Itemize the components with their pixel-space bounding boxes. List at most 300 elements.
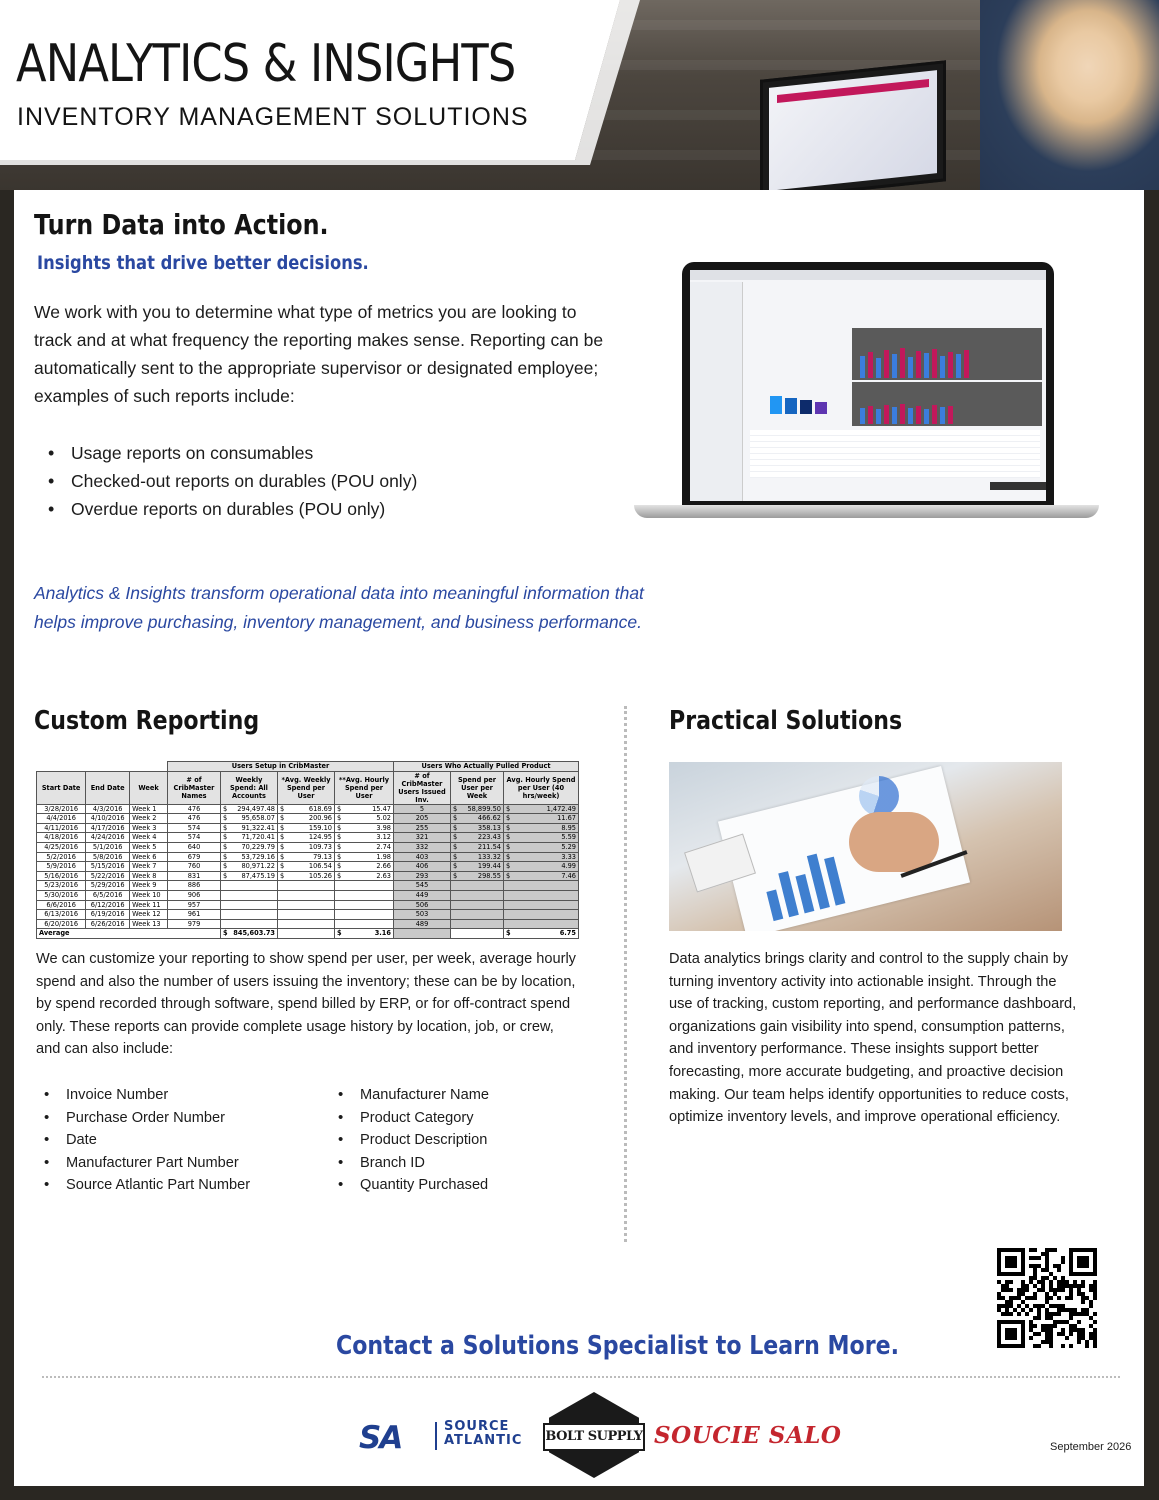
laptop-dashboard-image [634,262,1099,527]
currency-sign: $ [506,823,511,832]
column-header: Weekly Spend: All Accounts [221,771,278,804]
qr-module [1037,1256,1041,1260]
cell-value: 79.13 [313,852,332,861]
table-cell [335,910,394,920]
table-row [37,842,579,852]
qr-module [1061,1344,1065,1348]
table-cell: Week 2 [130,814,168,824]
cell-value: 11.67 [557,814,576,823]
table-cell [278,814,335,824]
table-cell: 5/9/2016 [37,862,86,872]
currency-sign: $ [337,862,342,871]
cell-value: 106.54 [308,862,332,871]
logo-separator [435,1422,437,1450]
qr-module [1037,1344,1041,1348]
table-cell: Week 9 [130,881,168,891]
contact-cta[interactable]: Contact a Solutions Specialist to Learn More. [336,1331,899,1361]
cell-value: 3.98 [376,823,391,832]
table-cell [335,852,394,862]
photo-hand [849,812,939,872]
table-cell: 831 [168,871,221,881]
qr-module [1025,1288,1029,1292]
table-cell: 489 [394,919,451,929]
table-cell [335,900,394,910]
table-cell [335,871,394,881]
cell-value: 2.66 [376,862,391,871]
table-cell [335,842,394,852]
cell-value: 211.54 [477,842,501,851]
qr-code[interactable] [997,1248,1098,1349]
currency-sign: $ [453,823,458,832]
table-cell [278,929,335,939]
currency-sign: $ [223,842,228,851]
table-row [37,862,579,872]
qr-module [1077,1340,1081,1344]
table-cell [504,823,579,833]
table-cell: 957 [168,900,221,910]
average-label: Average [37,929,221,939]
table-cell [504,890,579,900]
table-cell: Week 12 [130,910,168,920]
table-cell [278,919,335,929]
table-cell [278,871,335,881]
table-cell: 403 [394,852,451,862]
currency-sign: $ [280,871,285,880]
qr-module [1081,1300,1085,1304]
laptop-lid [682,262,1054,505]
list-item: • Date [36,1129,250,1152]
currency-sign: $ [337,871,342,880]
qr-module [1069,1296,1073,1300]
table-cell [451,823,504,833]
cell-value: 3.12 [376,833,391,842]
currency-sign: $ [337,929,342,938]
table-cell [504,929,579,939]
table-cell [221,862,278,872]
cell-value: 105.26 [308,871,332,880]
table-cell: 406 [394,862,451,872]
column-header: End Date [86,771,130,804]
qr-module [1093,1312,1097,1316]
currency-sign: $ [506,814,511,823]
table-cell: 4/17/2016 [86,823,130,833]
table-cell [504,842,579,852]
table-cell [221,852,278,862]
currency-sign: $ [223,814,228,823]
custom-reporting-paragraph: We can customize your reporting to show spend per user, per week, average hourly spend and also the number of users issuing the inventory; these can be by location, by spend recorded through software, spend billed by ERP, or for off-contract spend only. These reports can provide complete usage history by location, job, or crew, and can also include: [36,951,576,1057]
photo-pie-chart [859,776,899,816]
currency-sign: $ [337,842,342,851]
section-heading-custom-reporting: Custom Reporting [34,706,260,736]
cell-value: 70,229.79 [241,842,275,851]
intro-paragraph: We work with you to determine what type of metrics you are looking to track and at what frequency the reporting makes sense. Reporting can be automatically sent to the appropriate supervisor or designated employee; examples of such reports include: [34,302,604,406]
report-fields-list-right [330,1084,489,1197]
table-cell: 205 [394,814,451,824]
analytics-quote: Analytics & Insights transform operational data into meaningful information that helps improve purchasing, inventory management, and business performance. [34,583,644,632]
qr-module [1037,1332,1041,1336]
source-atlantic-logo-text [444,1420,522,1448]
table-cell [504,881,579,891]
currency-sign: $ [280,862,285,871]
analytics-photo [669,762,1062,931]
currency-sign: $ [453,862,458,871]
table-cell: 5/2/2016 [37,852,86,862]
currency-sign: $ [453,814,458,823]
table-cell [278,900,335,910]
cell-value: 2.63 [376,871,391,880]
table-cell: 574 [168,833,221,843]
currency-sign: $ [506,862,511,871]
table-cell: Week 10 [130,890,168,900]
qr-module [1033,1248,1037,1252]
column-divider [624,706,627,1242]
table-cell [504,804,579,814]
cell-value: 5.02 [376,814,391,823]
table-cell [278,881,335,891]
column-header: # of CribMaster Users Issued Inv. [394,771,451,804]
table-cell [278,823,335,833]
qr-module [1093,1272,1097,1276]
table-cell [451,900,504,910]
cell-value: 124.95 [308,833,332,842]
table-cell [504,833,579,843]
table-cell [221,900,278,910]
currency-sign: $ [280,833,285,842]
report-types-list [36,439,417,523]
cell-value: 53,729.16 [241,852,275,861]
column-header: **Avg. Hourly Spend per User [335,771,394,804]
list-item: • Source Atlantic Part Number [36,1174,250,1197]
table-row [37,910,579,920]
table-cell: 6/26/2016 [86,919,130,929]
table-cell [278,862,335,872]
list-item: • Purchase Order Number [36,1107,250,1130]
cell-value: 58,899.50 [467,804,501,813]
table-cell: Week 1 [130,804,168,814]
table-cell [221,823,278,833]
table-cell: Week 8 [130,871,168,881]
cell-value: 5.29 [561,842,576,851]
qr-module [1077,1320,1081,1324]
table-cell: Week 4 [130,833,168,843]
table-cell: 5/23/2016 [37,881,86,891]
table-cell [451,919,504,929]
table-row [37,852,579,862]
qr-module [1057,1312,1061,1316]
currency-sign: $ [223,862,228,871]
table-cell [451,804,504,814]
qr-module [1009,1280,1013,1284]
table-cell [451,842,504,852]
qr-module [1057,1296,1061,1300]
table-cell: 5/8/2016 [86,852,130,862]
cell-value: 80,971.22 [241,862,275,871]
list-item: • Overdue reports on durables (POU only) [36,495,417,523]
footer-divider [42,1376,1120,1378]
table-row [37,823,579,833]
table-cell: 4/4/2016 [37,814,86,824]
table-cell [451,852,504,862]
average-hourly-actual: 6.75 [559,929,576,938]
qr-module [1053,1324,1057,1328]
hero-person-image [980,0,1159,190]
qr-module [1009,1288,1013,1292]
list-item: • Usage reports on consumables [36,439,417,467]
table-cell: 255 [394,823,451,833]
qr-module [1069,1316,1073,1320]
currency-sign: $ [337,823,342,832]
column-header: Spend per User per Week [451,771,504,804]
cell-value: 358.13 [477,823,501,832]
table-cell: Week 13 [130,919,168,929]
group-header: Users Who Actually Pulled Product [394,762,579,772]
currency-sign: $ [280,823,285,832]
table-cell: 6/12/2016 [86,900,130,910]
table-cell [335,929,394,939]
table-cell: 961 [168,910,221,920]
currency-sign: $ [337,852,342,861]
table-cell: 4/3/2016 [86,804,130,814]
table-cell: 449 [394,890,451,900]
cell-value: 1.98 [376,852,391,861]
table-cell: 5 [394,804,451,814]
section-heading-turn-data: Turn Data into Action. [34,208,329,241]
currency-sign: $ [506,929,511,938]
table-cell: 906 [168,890,221,900]
table-cell [221,929,278,939]
report-table-body [37,804,579,929]
cell-value: 8.95 [561,823,576,832]
currency-sign: $ [506,833,511,842]
source-atlantic-logo-mark: SA [359,1420,402,1456]
table-cell [221,910,278,920]
average-weekly-spend: 845,603.73 [233,929,275,938]
table-cell: 574 [168,823,221,833]
publication-date: September 2026 [1050,1441,1132,1453]
currency-sign: $ [223,852,228,861]
table-cell [335,890,394,900]
bolt-supply-logo [543,1392,645,1478]
column-header: Avg. Hourly Spend per User (40 hrs/week) [504,771,579,804]
currency-sign: $ [337,814,342,823]
table-cell [335,823,394,833]
qr-module [1013,1264,1017,1268]
currency-sign: $ [280,852,285,861]
report-fields-list-left [36,1084,250,1197]
cell-value: 95,658.07 [241,814,275,823]
table-cell [221,814,278,824]
currency-sign: $ [453,804,458,813]
qr-module [1033,1324,1037,1328]
table-cell: 6/6/2016 [37,900,86,910]
table-cell: 3/28/2016 [37,804,86,814]
table-cell: 5/29/2016 [86,881,130,891]
table-cell [335,804,394,814]
qr-module [1013,1336,1017,1340]
qr-module [1049,1296,1053,1300]
table-cell: 545 [394,881,451,891]
sa-name-line: SOURCE [444,1419,510,1434]
qr-module [1021,1344,1025,1348]
content-area [14,190,1144,1486]
qr-module [1085,1344,1089,1348]
cell-value: 2.74 [376,842,391,851]
qr-module [1093,1344,1097,1348]
table-cell: 5/1/2016 [86,842,130,852]
table-row [37,919,579,929]
table-cell: 5/30/2016 [37,890,86,900]
average-hourly: 3.16 [374,929,391,938]
table-cell [394,929,451,939]
qr-module [1069,1332,1073,1336]
qr-module [1037,1316,1041,1320]
currency-sign: $ [223,929,228,938]
table-cell [278,804,335,814]
currency-sign: $ [280,804,285,813]
cell-value: 7.46 [561,871,576,880]
table-cell: 293 [394,871,451,881]
qr-module [1089,1304,1093,1308]
hero-monitor-image [760,60,946,190]
table-cell [451,871,504,881]
cell-value: 1,472.49 [546,804,576,813]
table-cell [504,814,579,824]
currency-sign: $ [453,871,458,880]
qr-module [1049,1344,1053,1348]
table-row [37,900,579,910]
table-cell: 4/18/2016 [37,833,86,843]
table-cell [221,804,278,814]
table-cell: 503 [394,910,451,920]
table-cell: 476 [168,804,221,814]
section-heading-practical-solutions: Practical Solutions [669,706,903,736]
practical-solutions-paragraph: Data analytics brings clarity and control to the supply chain by turning inventory activity into actionable insight. Through the use of tracking, custom reporting, and performance dashboard, organizations gain visibility into spend, consumption patterns, and inventory performance. These insights support better forecasting, more accurate budgeting, and proactive decision making. Our team helps identify opportunities to reduce costs, optimize inventory levels, and improve operational efficiency. [669,951,1077,1126]
list-item: • Product Description [330,1129,489,1152]
table-cell: 6/13/2016 [37,910,86,920]
table-cell [504,862,579,872]
table-cell [221,833,278,843]
table-cell: 5/15/2016 [86,862,130,872]
cell-value: 298.55 [477,871,501,880]
currency-sign: $ [280,842,285,851]
currency-sign: $ [506,842,511,851]
qr-module [1029,1336,1033,1340]
cell-value: 4.99 [561,862,576,871]
qr-module [1061,1260,1065,1264]
sa-name-line: ATLANTIC [444,1433,523,1448]
qr-module [1029,1308,1033,1312]
cell-value: 294,497.48 [237,804,275,813]
page-subtitle: INVENTORY MANAGEMENT SOLUTIONS [17,103,529,131]
table-cell: 5/16/2016 [37,871,86,881]
currency-sign: $ [280,814,285,823]
currency-sign: $ [337,833,342,842]
qr-module [1021,1272,1025,1276]
column-header: Week [130,771,168,804]
sample-report-table [36,761,579,939]
qr-module [1065,1336,1069,1340]
table-cell [451,814,504,824]
list-item: • Product Category [330,1107,489,1130]
currency-sign: $ [453,852,458,861]
cell-value: 466.62 [477,814,501,823]
currency-sign: $ [223,823,228,832]
currency-sign: $ [453,842,458,851]
table-cell [451,862,504,872]
table-row-average [37,929,579,939]
table-cell [221,890,278,900]
table-cell [451,929,504,939]
table-cell [504,910,579,920]
list-item: • Manufacturer Name [330,1084,489,1107]
table-cell [335,881,394,891]
cell-value: 133.32 [477,852,501,861]
qr-module [1025,1312,1029,1316]
column-header: Start Date [37,771,86,804]
cell-value: 3.33 [561,852,576,861]
table-row [37,804,579,814]
table-cell: 679 [168,852,221,862]
qr-module [1093,1296,1097,1300]
table-cell [278,833,335,843]
column-header: # of CribMaster Names [168,771,221,804]
table-cell: 506 [394,900,451,910]
laptop-base [634,505,1099,518]
currency-sign: $ [223,871,228,880]
table-cell [221,871,278,881]
qr-module [1057,1268,1061,1272]
table-cell: 4/24/2016 [86,833,130,843]
table-cell [335,919,394,929]
cell-value: 5.59 [561,833,576,842]
table-cell: Week 6 [130,852,168,862]
cell-value: 87,475.19 [241,871,275,880]
table-cell: 979 [168,919,221,929]
qr-module [1093,1320,1097,1324]
table-cell: Week 11 [130,900,168,910]
table-row [37,833,579,843]
table-cell: Week 7 [130,862,168,872]
cell-value: 618.69 [308,804,332,813]
table-cell [278,910,335,920]
table-cell: 476 [168,814,221,824]
list-item: • Manufacturer Part Number [36,1152,250,1175]
cell-value: 199.44 [477,862,501,871]
section-tagline: Insights that drive better decisions. [37,252,369,274]
brand-logos [14,1388,1144,1478]
table-cell: 6/19/2016 [86,910,130,920]
table-cell [278,842,335,852]
table-row [37,814,579,824]
table-cell [278,852,335,862]
table-cell: Week 5 [130,842,168,852]
list-item: • Quantity Purchased [330,1174,489,1197]
table-cell: 6/5/2016 [86,890,130,900]
table-row [37,881,579,891]
bolt-supply-text: BOLT SUPPLY [543,1423,645,1451]
cell-value: 200.96 [308,814,332,823]
list-item: • Branch ID [330,1152,489,1175]
qr-module [1085,1264,1089,1268]
qr-module [1017,1312,1021,1316]
table-cell [335,862,394,872]
table-row [37,890,579,900]
dashboard-screen [690,270,1046,501]
cell-value: 71,720.41 [241,833,275,842]
table-cell [335,833,394,843]
table-cell: 4/11/2016 [37,823,86,833]
qr-module [1061,1288,1065,1292]
